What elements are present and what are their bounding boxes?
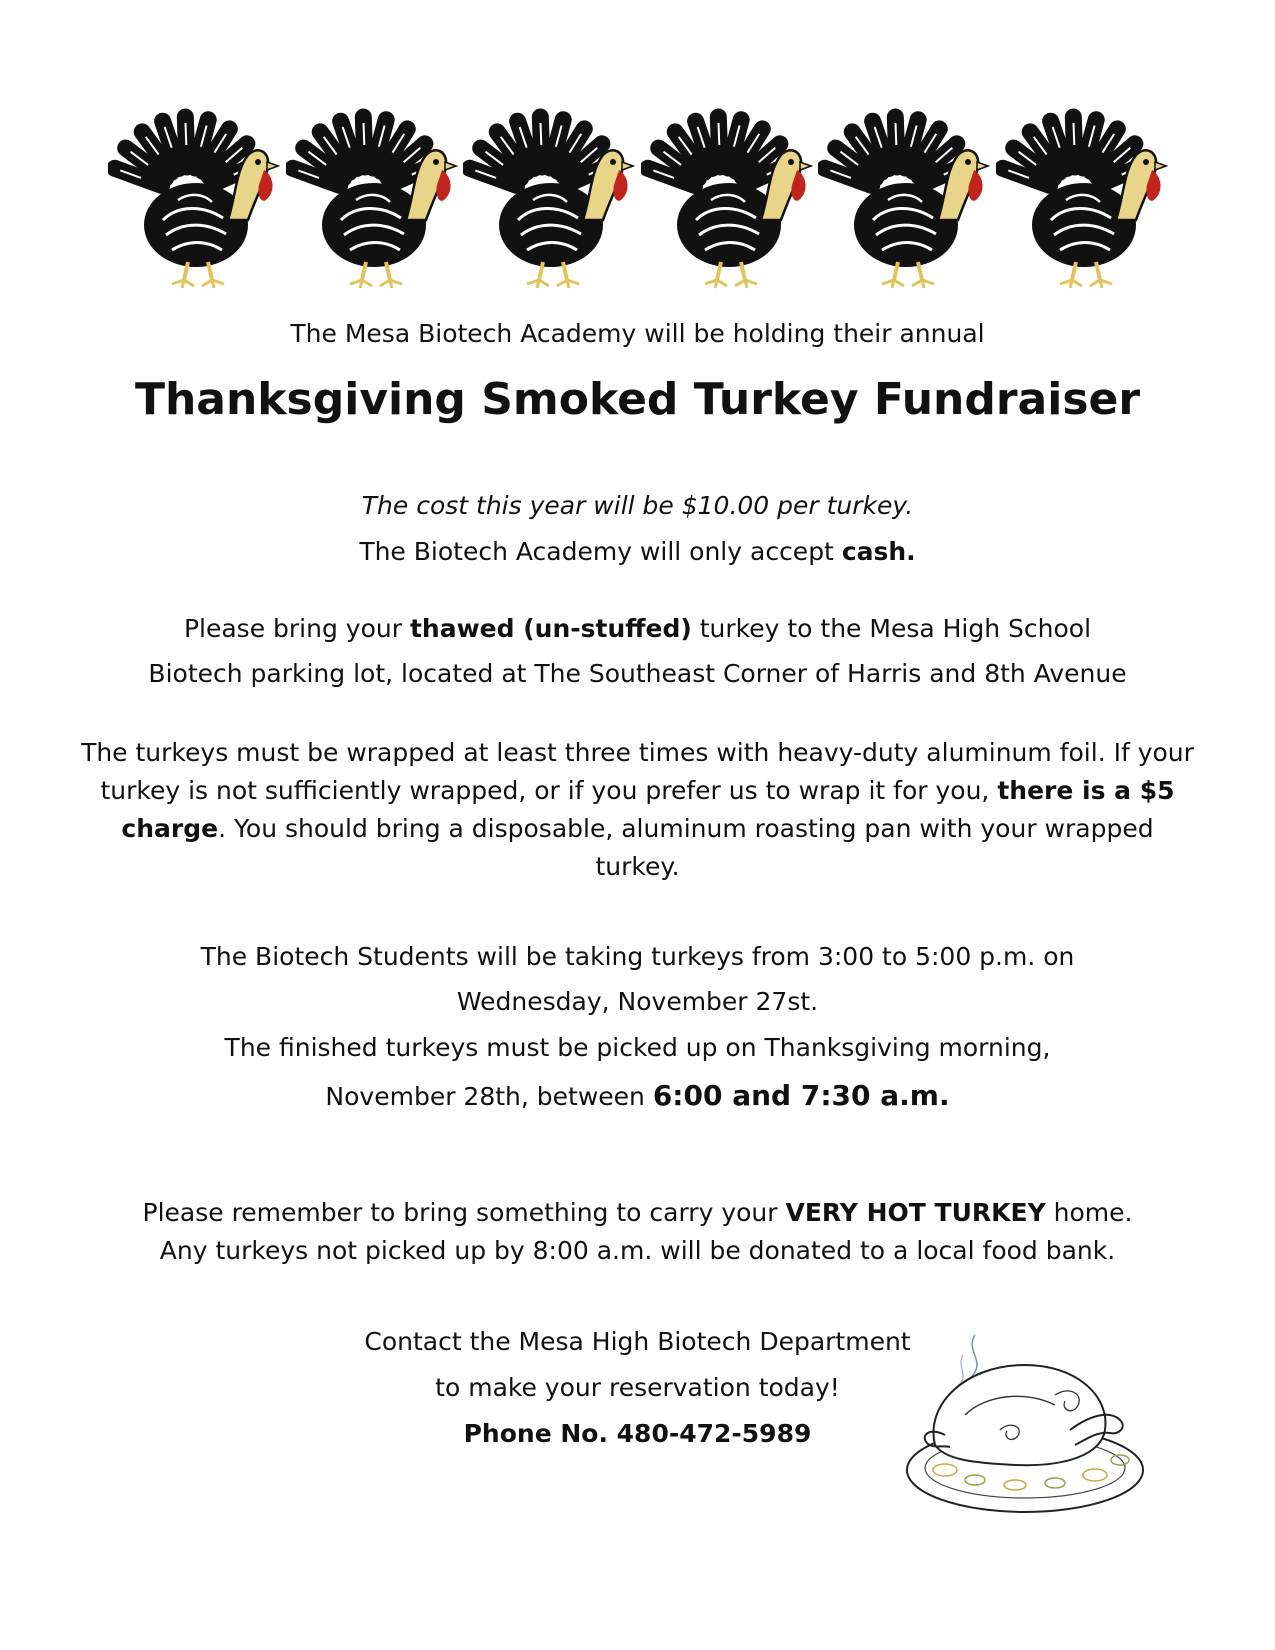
roast-turkey-drawing xyxy=(905,1335,1160,1520)
dropoff-line-2: Biotech parking lot, located at The Southeast Corner of Harris and 8th Avenue xyxy=(148,659,1127,688)
wrapping-charge: there is a $5 charge xyxy=(121,776,1175,843)
intro-text: The Mesa Biotech Academy will be holding their annual xyxy=(290,319,985,348)
reminder-hot-turkey: VERY HOT TURKEY xyxy=(785,1198,1046,1227)
schedule-line-4 xyxy=(0,1080,1275,1113)
reminder-line-2: Any turkeys not picked up by 8:00 a.m. will be donated to a local food bank. xyxy=(159,1236,1116,1265)
schedule-pickup-pre: November 28th, between xyxy=(325,1082,653,1111)
reminder-line-1 xyxy=(0,1197,1275,1229)
reminder-post: home. xyxy=(1045,1198,1133,1227)
contact-line-2: to make your reservation today! xyxy=(435,1373,840,1402)
turkey-icon xyxy=(286,100,458,290)
dropoff-thawed: thawed (un-stuffed) xyxy=(409,614,692,643)
schedule-line-2: Wednesday, November 27st. xyxy=(456,987,819,1016)
schedule-pickup-time: 6:00 and 7:30 a.m. xyxy=(652,1079,950,1112)
contact-line-1: Contact the Mesa High Biotech Department xyxy=(364,1327,911,1356)
turkey-icon xyxy=(463,100,635,290)
dropoff-post: turkey to the Mesa High School xyxy=(691,614,1092,643)
cost-line xyxy=(0,490,1275,522)
turkey-icon xyxy=(108,100,280,290)
phone-number: Phone No. 480-472-5989 xyxy=(463,1419,812,1448)
payment-line xyxy=(0,536,1275,568)
roast-turkey-icon xyxy=(905,1335,1160,1520)
schedule-line-3: The finished turkeys must be picked up on Thanksgiving morning, xyxy=(224,1033,1051,1062)
wrapping-text-1: The turkeys must be wrapped at least three times with heavy-duty aluminum foil. If your turkey is not sufficiently wrapped, or if you prefer us to wrap it for you, xyxy=(81,738,1194,805)
dropoff-pre: Please bring your xyxy=(183,614,410,643)
schedule-line-1: The Biotech Students will be taking turkeys from 3:00 to 5:00 p.m. on xyxy=(200,942,1075,971)
turkey-icon xyxy=(818,100,990,290)
turkey-icon xyxy=(641,100,813,290)
payment-text: The Biotech Academy will only accept xyxy=(359,537,842,566)
page-title: Thanksgiving Smoked Turkey Fundraiser xyxy=(134,374,1141,425)
dropoff-line-1 xyxy=(0,613,1275,645)
cost-text: The cost this year will be $10.00 per turkey. xyxy=(361,491,914,520)
wrapping-paragraph xyxy=(80,734,1195,886)
reminder-pre: Please remember to bring something to carry your xyxy=(142,1198,786,1227)
turkey-icon xyxy=(996,100,1168,290)
wrapping-text-2: . You should bring a disposable, aluminum roasting pan with your wrapped turkey. xyxy=(218,814,1154,881)
payment-cash: cash. xyxy=(841,537,916,566)
turkey-banner xyxy=(108,100,1168,290)
